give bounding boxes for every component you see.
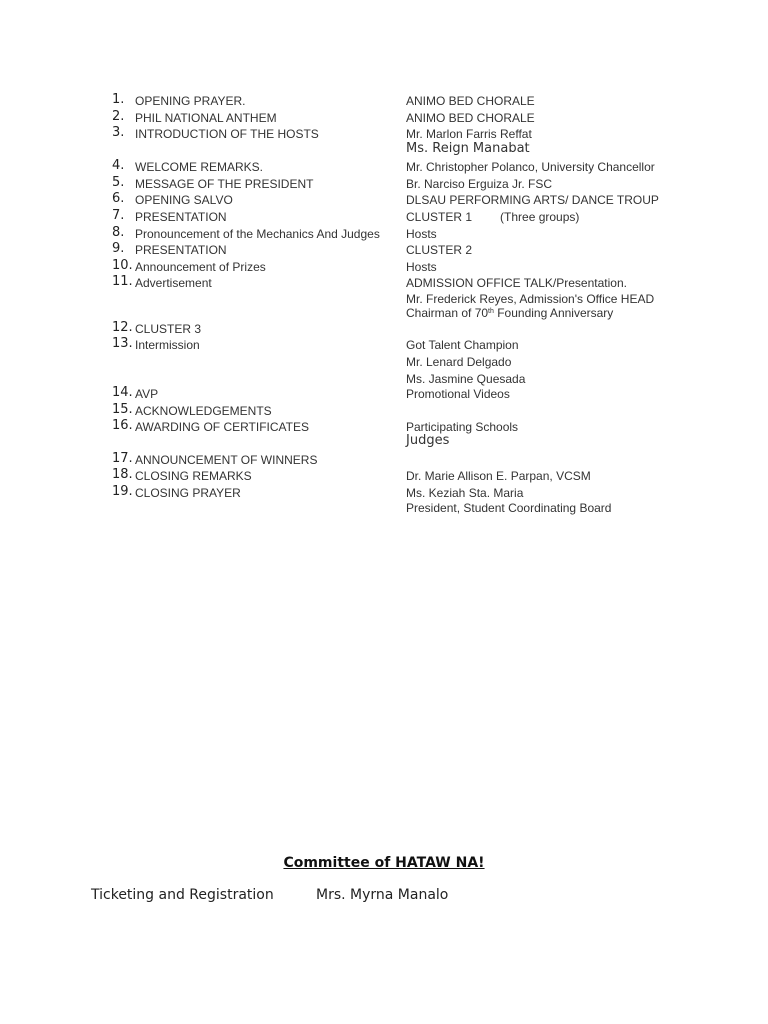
item-number: 8. (112, 225, 125, 240)
item-responsible-note: (Three groups) (500, 210, 580, 224)
program-row (0, 109, 768, 126)
item-responsible: Dr. Marie Allison E. Parpan, VCSM (406, 469, 591, 483)
program-row (0, 241, 768, 258)
item-number: 17. (112, 451, 133, 466)
item-responsible-group (406, 210, 579, 224)
item-number: 12. (112, 320, 133, 335)
program-row (0, 258, 768, 275)
item-responsible-secondary: Mr. Lenard Delgado (406, 355, 512, 369)
program-row-continuation (0, 434, 768, 451)
item-responsible-secondary: President, Student Coordinating Board (406, 501, 612, 515)
item-title: PRESENTATION (135, 243, 227, 257)
program-row-continuation (0, 142, 768, 159)
program-row (0, 385, 768, 402)
item-responsible: ADMISSION OFFICE TALK/Presentation. (406, 276, 627, 290)
item-number: 18. (112, 467, 133, 482)
committee-row (0, 887, 768, 907)
program-row (0, 402, 768, 419)
item-number: 11. (112, 274, 133, 289)
program-row-continuation (0, 353, 768, 370)
program-row-continuation (0, 499, 768, 516)
item-title: PRESENTATION (135, 210, 227, 224)
item-responsible-secondary: Mr. Frederick Reyes, Admission's Office HEAD (406, 292, 655, 306)
item-number: 16. (112, 418, 133, 433)
item-responsible: DLSAU PERFORMING ARTS/ DANCE TROUP (406, 193, 659, 207)
item-responsible: ANIMO BED CHORALE (406, 111, 535, 125)
item-responsible: Hosts (406, 227, 437, 241)
program-row (0, 467, 768, 484)
item-number: 7. (112, 208, 125, 223)
item-number: 3. (112, 125, 125, 140)
item-responsible-tertiary: Ms. Jasmine Quesada (406, 372, 526, 386)
item-title: CLOSING REMARKS (135, 469, 252, 483)
item-responsible: Mr. Marlon Farris Reffat (406, 127, 532, 141)
item-title: MESSAGE OF THE PRESIDENT (135, 177, 314, 191)
item-title: ACKNOWLEDGEMENTS (135, 404, 272, 418)
item-title: ANNOUNCEMENT OF WINNERS (135, 453, 318, 467)
item-responsible: Promotional Videos (406, 387, 510, 401)
item-number: 4. (112, 158, 125, 173)
item-responsible-secondary: Ms. Reign Manabat (406, 141, 530, 156)
item-number: 19. (112, 484, 133, 499)
item-number: 15. (112, 402, 133, 417)
program-row (0, 175, 768, 192)
program-row (0, 158, 768, 175)
item-responsible: Mr. Christopher Polanco, University Chancellor (406, 160, 655, 174)
item-title: Advertisement (135, 276, 212, 290)
program-row (0, 225, 768, 242)
program-row (0, 451, 768, 468)
item-title: PHIL NATIONAL ANTHEM (135, 111, 277, 125)
program-row (0, 274, 768, 291)
item-responsible: Br. Narciso Erguiza Jr. FSC (406, 177, 553, 191)
item-responsible-secondary: Judges (406, 433, 450, 448)
item-title: OPENING PRAYER. (135, 94, 246, 108)
item-title: WELCOME REMARKS. (135, 160, 264, 174)
program-row (0, 320, 768, 337)
item-number: 14. (112, 385, 133, 400)
item-title: AVP (135, 387, 159, 401)
item-responsible: Ms. Keziah Sta. Maria (406, 486, 524, 500)
item-responsible-tertiary: Chairman of 70th Founding Anniversary (406, 306, 614, 320)
item-number: 1. (112, 92, 125, 107)
item-title: INTRODUCTION OF THE HOSTS (135, 127, 319, 141)
item-title: OPENING SALVO (135, 193, 233, 207)
item-responsible: Hosts (406, 260, 437, 274)
committee-role: Ticketing and Registration (91, 887, 274, 903)
program-row (0, 92, 768, 109)
item-responsible: ANIMO BED CHORALE (406, 94, 535, 108)
item-number: 13. (112, 336, 133, 351)
committee-title: Committee of HATAW NA! (283, 855, 485, 871)
item-number: 6. (112, 191, 125, 206)
item-title: CLUSTER 3 (135, 322, 202, 336)
item-responsible: CLUSTER 1 (406, 210, 473, 224)
program-row-continuation (0, 304, 768, 321)
item-title: AWARDING OF CERTIFICATES (135, 420, 310, 434)
committee-member-name: Mrs. Myrna Manalo (316, 887, 449, 903)
item-number: 9. (112, 241, 125, 256)
item-responsible: Got Talent Champion (406, 338, 519, 352)
item-title: Pronouncement of the Mechanics And Judges (135, 227, 380, 241)
item-responsible: Participating Schools (406, 420, 519, 434)
program-row (0, 125, 768, 142)
item-title: Announcement of Prizes (135, 260, 266, 274)
program-row (0, 191, 768, 208)
program-row (0, 418, 768, 435)
item-title: CLOSING PRAYER (135, 486, 241, 500)
item-number: 5. (112, 175, 125, 190)
item-number: 10. (112, 258, 133, 273)
program-row (0, 336, 768, 353)
item-responsible: CLUSTER 2 (406, 243, 473, 257)
item-number: 2. (112, 109, 125, 124)
item-title: Intermission (135, 338, 200, 352)
program-row (0, 208, 768, 225)
